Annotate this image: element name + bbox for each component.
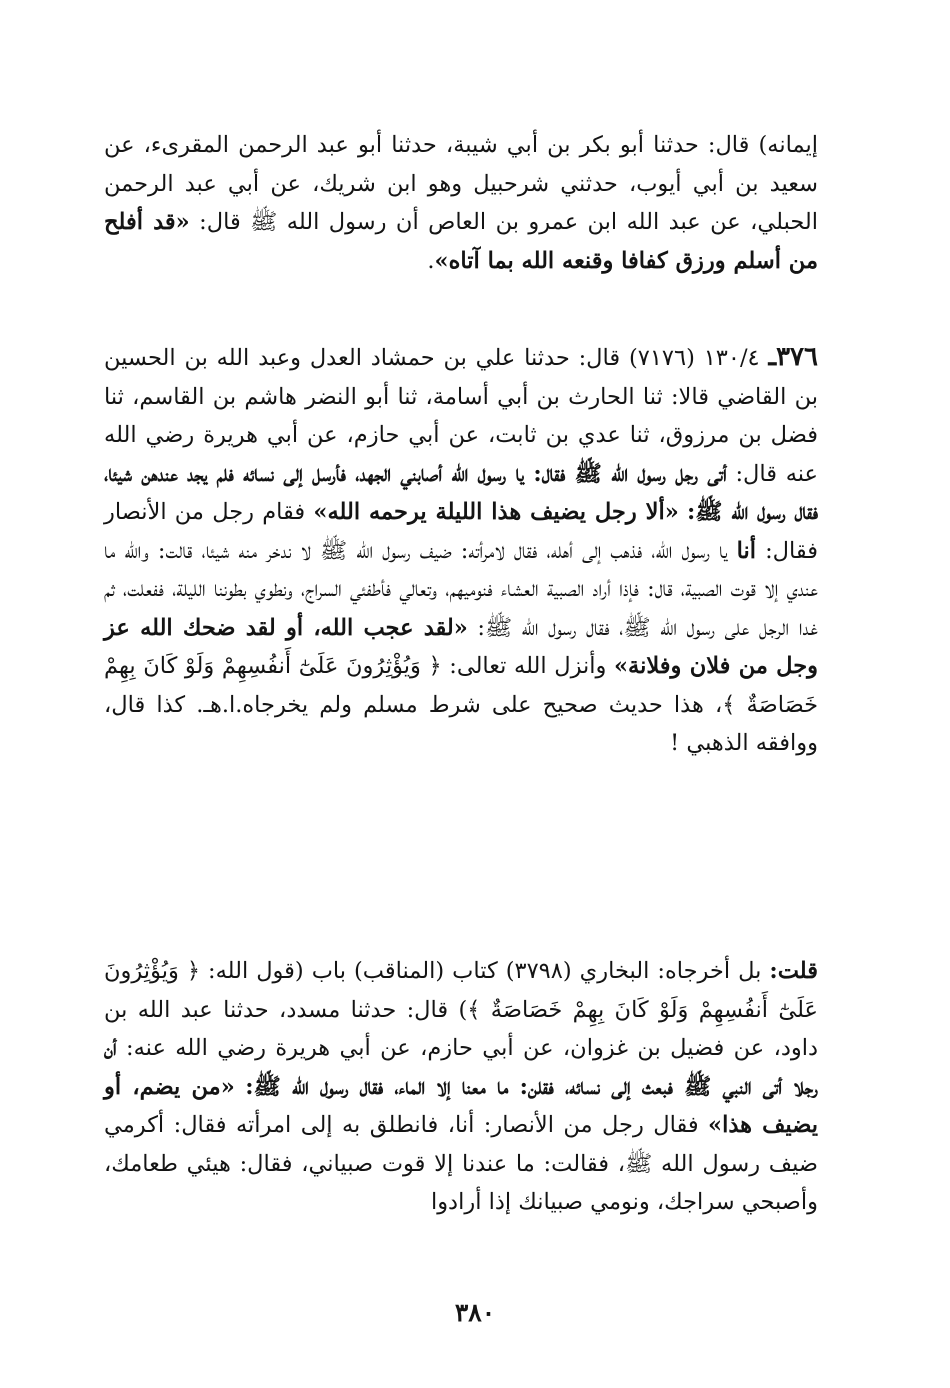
narration-text: فقال رجل من الأنصار: أنا، فانطلق به إلى امرأته فقال: أكرمي ضيف رسول الله ﷺ، فقالت: ما عندنا إلا قوت صبياني، فقال: هيئي طعامك، وأصبحي سراجك، ونومي صبيانك إذا أرادوا <box>104 1112 818 1215</box>
narration-text: إيمانه) قال: حدثنا أبو بكر بن أبي شيبة، حدثنا أبو عبد الرحمن المقرىء، عن سعيد بن أبي أيوب، حدثني شرحبيل وهو ابن شريك، عن أبي عبد الرحمن الحبلي، عن عبد الله ابن عمرو بن العاص أن رسول الله ﷺ قال: <box>104 132 818 235</box>
period: . <box>427 247 435 274</box>
hadith-entry-376 <box>104 338 818 763</box>
emphasis-text: أنا <box>736 537 756 564</box>
page-number: ٣٨٠ <box>454 1298 496 1327</box>
source-reference: ١٣٠/٤ (٧١٧٦) <box>628 345 760 371</box>
quran-and-commentary: وأنزل الله تعالى: ﴿ وَيُؤْثِرُونَ عَلَىٰٓ أَنفُسِهِمْ وَلَوْ كَانَ بِهِمْ خَصَاصَةٌ ﴾، هذا حديث صحيح على شرط مسلم ولم يخرجاه.ا.هـ. كذا قال، ووافقه الذهبي ! <box>104 653 818 756</box>
hadith-quote: «ألا رجل يضيف هذا الليلة يرحمه الله» <box>313 499 679 525</box>
narration-text: فقام رجل من الأنصار فقال: <box>104 499 818 564</box>
narration-text: يا رسول الله، فذهب إلى أهله، فقال لامرأته: ضيف رسول الله ﷺ لا ندخر منه شيئا، قالت: والله ما عندي إلا قوت الصبية، قال: فإذا أراد الصبية العشاء فنوميهم، وتعالي فأطفئي السراج، ونطوي بطوننا الليلة، ففعلت، ثم غدا الرجل على رسول الله ﷺ، فقال رسول الله ﷺ: <box>104 537 818 641</box>
matn-text: أن رجلا أتى النبي ﷺ فبعث إلى نسائه، فقلن: ما معنا إلا الماء، فقال رسول الله ﷺ: <box>104 1035 818 1100</box>
hadith-quote: «لقد عجب الله، أو لقد ضحك الله عز وجل من فلان وفلانة» <box>104 614 818 679</box>
hadith-quote: «من يضم، أو يضيف هذا» <box>104 1073 818 1138</box>
takhrij-text: بل أخرجاه: البخاري (٣٧٩٨) كتاب (المناقب) باب (قول الله: ﴿ وَيُؤْثِرُونَ عَلَىٰٓ أَنفُسِهِمْ وَلَوْ كَانَ بِهِمْ خَصَاصَةٌ ﴾) قال: حدثنا مسدد، حدثنا عبد الله بن داود، عن فضيل بن غزوان، عن أبي حازم، عن أبي هريرة رضي الله عنه: <box>104 958 818 1061</box>
note-label: قلت: <box>769 958 819 984</box>
hadith-number: ٣٧٦ـ <box>768 342 818 372</box>
hadith-quote: «قد أفلح من أسلم ورزق كفافا وقنعه الله بما آتاه» <box>104 209 818 274</box>
isnad-text: قال: حدثنا علي بن حمشاد العدل وعبد الله بن الحسين بن القاضي قالا: ثنا الحارث بن أبي أسامة، ثنا أبو النضر هاشم بن القاسم، ثنا فضل بن مرزوق، ثنا عدي بن ثابت، عن أبي حازم، عن أبي هريرة رضي الله عنه قال: <box>104 345 818 487</box>
paragraph-continuation <box>104 126 818 280</box>
matn-text: أتى رجل رسول الله ﷺ فقال: يا رسول الله أصابني الجهد، فأرسل إلى نسائه فلم يجد عندهن شيئا، فقال رسول الله ﷺ: <box>104 460 819 525</box>
author-note <box>104 952 818 1222</box>
